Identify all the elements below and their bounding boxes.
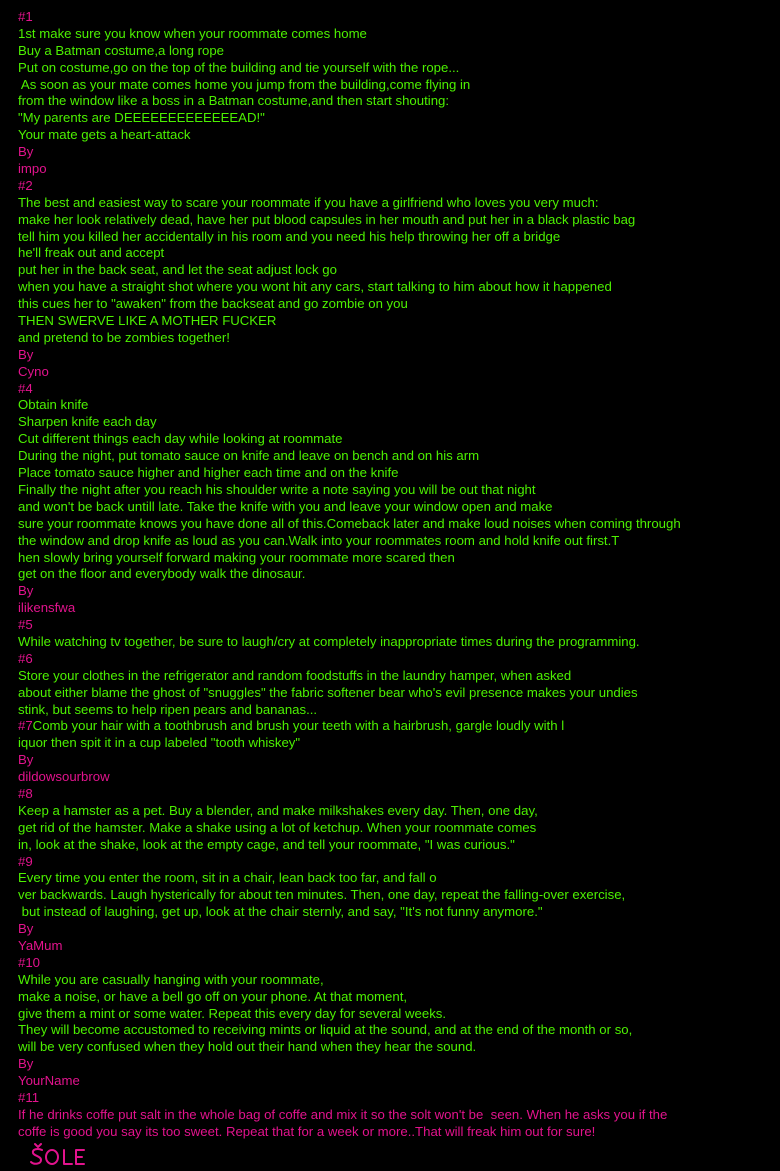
text-line: ver backwards. Laugh hysterically for about ten minutes. Then, one day, repeat the falling-over exercise, [18, 887, 626, 903]
text-line: but instead of laughing, get up, look at the chair sternly, and say, "It's not funny anymore." [18, 904, 543, 920]
author-name: dildowsourbrow [18, 769, 110, 785]
text-line: get rid of the hamster. Make a shake using a lot of ketchup. When your roommate comes [18, 819, 537, 835]
text-line: While watching tv together, be sure to laugh/cry at completely inappropriate times during the programming. [18, 633, 640, 649]
handwritten-signature [28, 1141, 108, 1171]
text-line: give them a mint or some water. Repeat this every day for several weeks. [18, 1005, 447, 1021]
text-line: in, look at the shake, look at the empty cage, and tell your roommate, "I was curious." [18, 836, 515, 852]
text-line: Store your clothes in the refrigerator and random foodstuffs in the laundry hamper, when asked [18, 667, 572, 683]
by-label: By [18, 144, 34, 160]
submissions-text-block [18, 9, 770, 1141]
entry-number: #2 [18, 177, 33, 193]
author-name: Cyno [18, 363, 49, 379]
text-line: iquor then spit it in a cup labeled "tooth whiskey" [18, 735, 301, 751]
author-name: YourName [18, 1073, 80, 1089]
text-line: "My parents are DEEEEEEEEEEEEEAD!" [18, 110, 265, 126]
text-line: coffe is good you say its too sweet. Repeat that for a week or more..That will freak him out for sure! [18, 1123, 596, 1139]
author-name: impo [18, 161, 47, 177]
text-line: While you are casually hanging with your roommate, [18, 971, 324, 987]
text-line: make a noise, or have a bell go off on your phone. At that moment, [18, 988, 408, 1004]
text-line: stink, but seems to help ripen pears and bananas... [18, 701, 318, 717]
author-name: ilikensfwa [18, 600, 76, 616]
text-line: Put on costume,go on the top of the building and tie yourself with the rope... [18, 59, 460, 75]
text-line: when you have a straight shot where you wont hit any cars, start talking to him about how it happened [18, 279, 612, 295]
author-name: YaMum [18, 937, 63, 953]
text-line: he'll freak out and accept [18, 245, 165, 261]
text-line: sure your roommate knows you have done all of this.Comeback later and make loud noises when coming through [18, 515, 681, 531]
text-line: and pretend to be zombies together! [18, 329, 230, 345]
text-line: Obtain knife [18, 397, 89, 413]
text-line: hen slowly bring yourself forward making your roommate more scared then [18, 549, 455, 565]
by-label: By [18, 1056, 34, 1072]
text-line [18, 718, 770, 735]
by-label: By [18, 346, 34, 362]
text-line: and won't be back untill late. Take the knife with you and leave your window open and make [18, 498, 553, 514]
text-line: this cues her to "awaken" from the backseat and go zombie on you [18, 296, 408, 312]
text-line: Your mate gets a heart-attack [18, 127, 191, 143]
by-label: By [18, 921, 34, 937]
entry-number: #11 [18, 1090, 40, 1105]
text-line: Finally the night after you reach his shoulder write a note saying you will be out that night [18, 481, 536, 497]
text-line: tell him you killed her accidentally in his room and you need his help throwing her off a bridge [18, 228, 561, 244]
text-line: Keep a hamster as a pet. Buy a blender, and make milkshakes every day. Then, one day, [18, 802, 538, 818]
text-line: They will become accustomed to receiving mints or liquid at the sound, and at the end of the month or so, [18, 1022, 633, 1038]
entry-number: #6 [18, 650, 33, 666]
text-line: The best and easiest way to scare your roommate if you have a girlfriend who loves you very much: [18, 194, 599, 210]
entry-number: #7 [18, 718, 33, 734]
text-line: During the night, put tomato sauce on knife and leave on bench and on his arm [18, 448, 480, 464]
text-line: make her look relatively dead, have her put blood capsules in her mouth and put her in a black plastic bag [18, 211, 636, 227]
text-line: the window and drop knife as loud as you can.Walk into your roommates room and hold knife out first.T [18, 532, 620, 548]
text-line: get on the floor and everybody walk the dinosaur. [18, 566, 306, 582]
text-line: Every time you enter the room, sit in a chair, lean back too far, and fall o [18, 870, 437, 886]
text-line: Cut different things each day while looking at roommate [18, 431, 343, 447]
entry-number: #8 [18, 785, 33, 801]
text-line: As soon as your mate comes home you jump from the building,come flying in [18, 76, 471, 92]
text-line: If he drinks coffe put salt in the whole bag of coffe and mix it so the solt won't be seen. When he asks you if the [18, 1106, 668, 1122]
entry-number: #4 [18, 380, 33, 396]
entry-number: #10 [18, 954, 41, 970]
text-line: will be very confused when they hold out their hand when they hear the sound. [18, 1039, 477, 1055]
text-line: put her in the back seat, and let the seat adjust lock go [18, 262, 337, 278]
entry-text: Comb your hair with a toothbrush and brush your teeth with a hairbrush, gargle loudly with l [32, 718, 565, 734]
entry-number: #9 [18, 853, 33, 869]
text-line: about either blame the ghost of "snuggles" the fabric softener bear who's evil presence makes your undies [18, 684, 638, 700]
entry-number: #5 [18, 617, 33, 633]
text-line: THEN SWERVE LIKE A MOTHER FUCKER [18, 313, 277, 329]
text-line: 1st make sure you know when your roommate comes home [18, 25, 367, 41]
text-line: Buy a Batman costume,a long rope [18, 42, 224, 58]
entry-number: #1 [18, 9, 33, 24]
text-line: from the window like a boss in a Batman costume,and then start shouting: [18, 93, 450, 109]
by-label: By [18, 583, 34, 599]
text-line: Sharpen knife each day [18, 414, 157, 430]
text-line: Place tomato sauce higher and higher each time and on the knife [18, 465, 399, 481]
by-label: By [18, 752, 34, 768]
